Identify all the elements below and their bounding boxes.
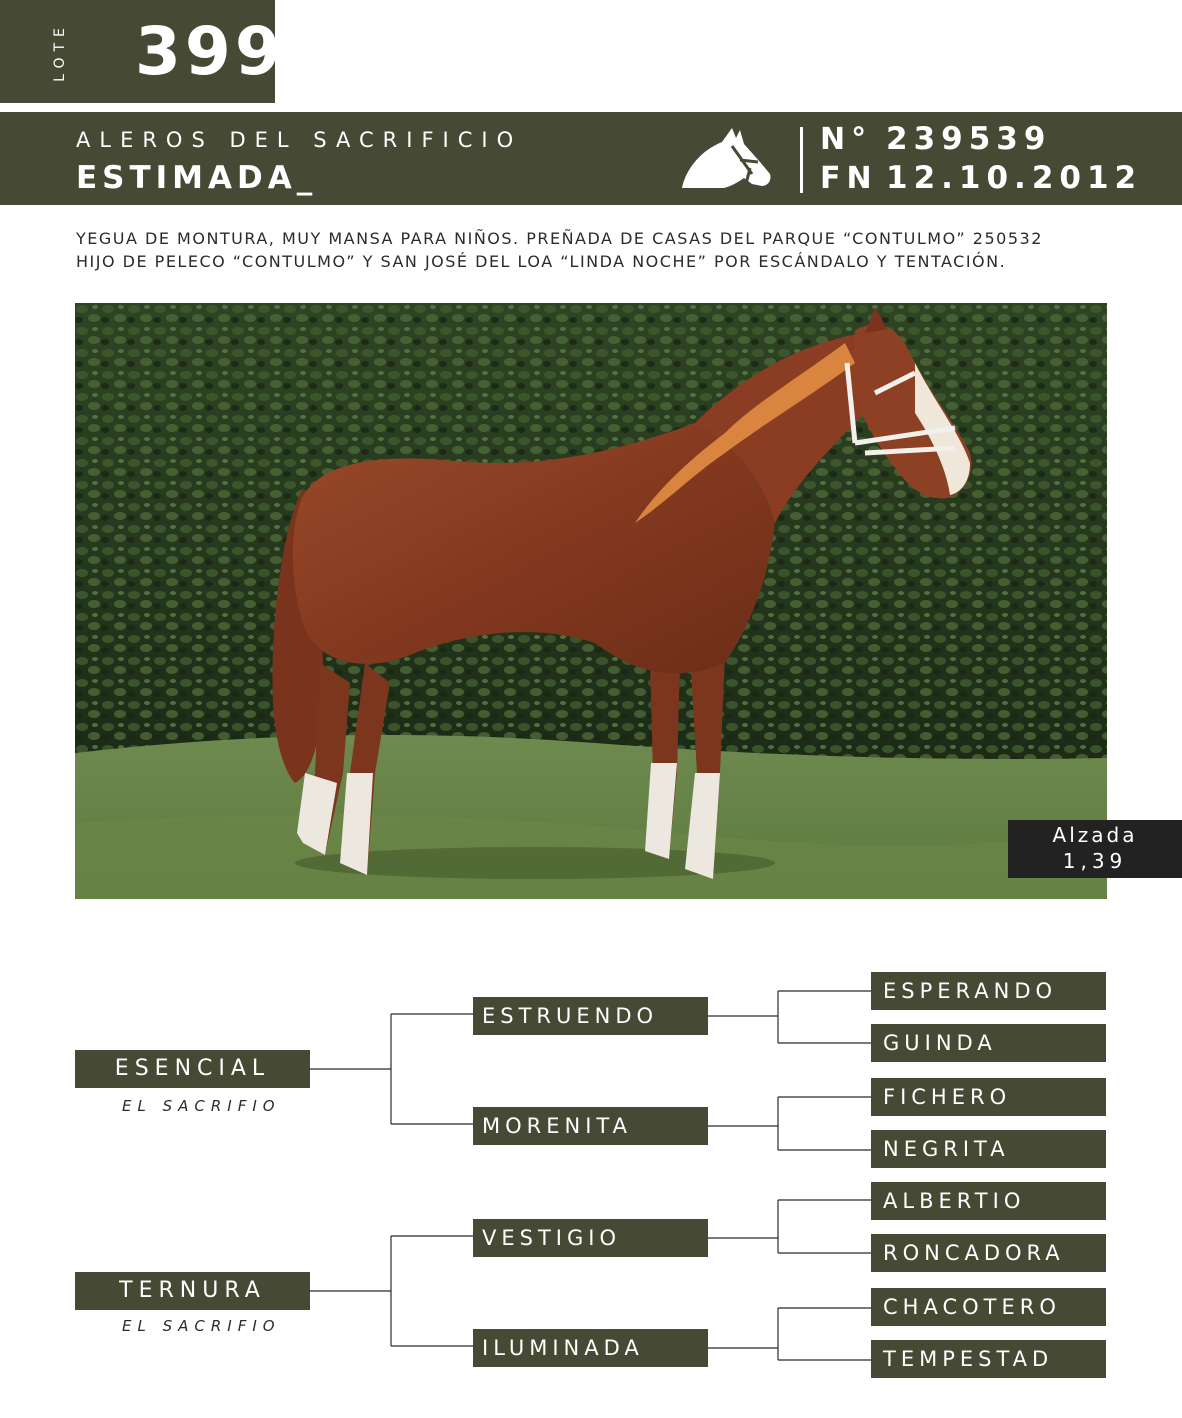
alzada-label: Alzada [1052,823,1138,847]
lot-label: LOTE [52,22,68,82]
grandparent-box: ESTRUENDO [473,997,708,1035]
registration-label: N° [820,122,873,157]
horse-name: ESTIMADA_ [76,160,318,196]
great-grandparent-box: CHACOTERO [871,1288,1106,1326]
grandparent-box: VESTIGIO [473,1219,708,1257]
grandparent-box: ILUMINADA [473,1329,708,1367]
great-grandparent-box: ALBERTIO [871,1182,1106,1220]
great-grandparent-box: ESPERANDO [871,972,1106,1010]
grandparent-box: MORENITA [473,1107,708,1145]
sire-breeder: EL SACRIFIO [122,1097,281,1115]
birth-date: 12.10.2012 [886,160,1143,196]
great-grandparent-box: FICHERO [871,1078,1106,1116]
great-grandparent-box: NEGRITA [871,1130,1106,1168]
great-grandparent-box: RONCADORA [871,1234,1106,1272]
description-line-2: HIJO DE PELECO “CONTULMO” Y SAN JOSÉ DEL LOA “LINDA NOCHE” POR ESCÁNDALO Y TENTACIÓN. [76,252,1007,271]
lot-number: 399 [135,13,285,90]
description-line-1: YEGUA DE MONTURA, MUY MANSA PARA NIÑOS. PREÑADA DE CASAS DEL PARQUE “CONTULMO” 250532 [76,229,1043,248]
great-grandparent-box: TEMPESTAD [871,1340,1106,1378]
alzada-value: 1,39 [1062,849,1128,873]
great-grandparent-box: GUINDA [871,1024,1106,1062]
dam-box: TERNURA [75,1272,310,1310]
sire-box: ESENCIAL [75,1050,310,1088]
birth-date-label: FN [820,161,878,196]
breeder-name: ALEROS DEL SACRIFICIO [76,128,523,152]
dam-breeder: EL SACRIFIO [122,1317,281,1335]
registration-number: 239539 [886,121,1052,157]
